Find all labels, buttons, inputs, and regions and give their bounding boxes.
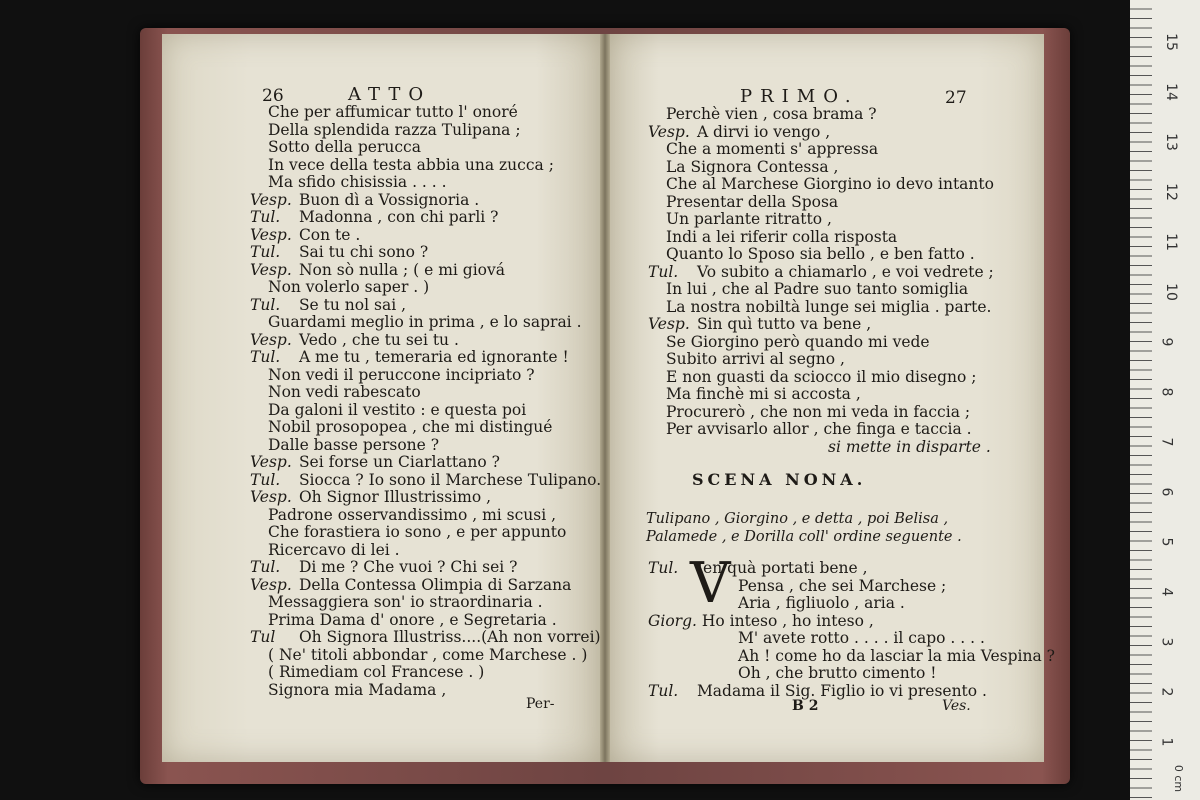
- text-line: [648, 421, 994, 439]
- ruler-number: 9: [1158, 337, 1175, 347]
- text-line: [648, 229, 994, 247]
- verse-text: A dirvi io vengo ,: [696, 122, 831, 141]
- ruler-number: 10: [1162, 283, 1179, 301]
- text-line: [648, 194, 994, 212]
- text-line: [250, 297, 601, 315]
- text-line: [250, 192, 601, 210]
- speaker-label: Vesp.: [250, 453, 292, 471]
- text-line: [648, 439, 994, 457]
- verse-text: Oh Signor Illustrissimo ,: [298, 488, 492, 506]
- text-line: [250, 577, 601, 595]
- text-line: [648, 264, 994, 282]
- text-line: [648, 316, 994, 334]
- ruler-number: 12: [1162, 183, 1179, 201]
- verse-text: Nobil prosopopea , che mi distingué: [268, 418, 553, 436]
- verse-text: Madonna , con chi parli ?: [298, 208, 499, 226]
- verse-text: Con te .: [298, 225, 361, 244]
- speaker-label: Vesp.: [250, 488, 292, 506]
- verse-text: Che al Marchese Giorgino io devo intanto: [666, 175, 994, 193]
- text-line: [250, 647, 601, 665]
- ruler-number: 2: [1158, 687, 1175, 697]
- drop-cap: V: [690, 551, 731, 616]
- ruler-number: 4: [1158, 587, 1175, 597]
- ruler-number: 13: [1162, 133, 1179, 151]
- text-line: [250, 104, 601, 122]
- speaker-label: Vesp.: [648, 122, 690, 141]
- verse-text: M' avete rotto . . . . il capo . . . .: [738, 629, 985, 647]
- text-line: [648, 246, 994, 264]
- text-line: [648, 211, 994, 229]
- right-page-header: PRIMO.: [740, 86, 859, 107]
- scene-description: Tulipano , Giorgino , e detta , poi Belisa , Palamede , e Dorilla coll' ordine seguente .: [646, 511, 962, 545]
- verse-text: Indi a lei riferir colla risposta: [666, 227, 898, 246]
- verse-text: In lui , che al Padre suo tanto somiglia: [666, 280, 969, 298]
- verse-text: La nostra nobiltà lunge sei miglia . parte.: [666, 297, 992, 316]
- text-line: [250, 262, 601, 280]
- verse-text: In vece della testa abbia una zucca ;: [268, 155, 554, 174]
- verse-text: Ma sfido chisissia . . . .: [268, 173, 447, 191]
- text-line: [250, 332, 601, 350]
- text-line: [648, 404, 994, 422]
- verse-text: Padrone osservandissimo , mi scusi ,: [268, 505, 557, 524]
- left-page-number: 26: [262, 86, 284, 106]
- text-line: [648, 386, 994, 404]
- ruler-number: 6: [1158, 487, 1175, 497]
- verse-text: Se Giorgino però quando mi vede: [666, 332, 930, 351]
- text-line: [250, 244, 601, 262]
- speaker-label: Giorg.: [648, 611, 697, 630]
- text-line: [648, 665, 1055, 683]
- text-line: [648, 281, 994, 299]
- speaker-label: Tul.: [648, 262, 679, 281]
- verse-text: Un parlante ritratto ,: [666, 210, 832, 228]
- verse-text: Aria , figliuolo , aria .: [738, 594, 905, 612]
- scene-text: [648, 560, 1055, 700]
- text-line: [250, 157, 601, 175]
- speaker-label: Tul.: [250, 558, 281, 576]
- verse-text: Madama il Sig. Figlio io vi presento .: [696, 681, 987, 700]
- verse-text: ( Ne' titoli abbondar , come Marchese . ): [268, 645, 588, 664]
- verse-text: Ricercavo di lei .: [268, 540, 400, 559]
- ruler-number: 14: [1162, 83, 1179, 101]
- verse-text: Prima Dama d' onore , e Segretaria .: [268, 610, 557, 629]
- speaker-label: Vesp.: [250, 190, 292, 209]
- text-line: [250, 507, 601, 525]
- verse-text: Della Contessa Olimpia di Sarzana: [298, 575, 572, 594]
- text-line: [648, 334, 994, 352]
- verse-text: Dalle basse persone ?: [268, 435, 440, 454]
- text-line: [648, 595, 1055, 613]
- verse-text: Che per affumicar tutto l' onoré: [268, 103, 518, 121]
- verse-text: Guardami meglio in prima , e lo saprai .: [268, 313, 582, 331]
- verse-text: Della splendida razza Tulipana ;: [268, 120, 521, 139]
- verse-text: Ah ! come ho da lasciar la mia Vespina ?: [738, 646, 1055, 665]
- left-page-header: ATTO: [348, 84, 432, 105]
- verse-text: si mette in disparte .: [828, 437, 991, 456]
- verse-text: Vo subito a chiamarlo , e voi vedrete ;: [696, 262, 994, 281]
- speaker-label: Tul.: [648, 681, 679, 700]
- speaker-label: Vesp.: [250, 330, 292, 349]
- verse-text: Sei forse un Ciarlattano ?: [298, 453, 500, 471]
- verse-text: Per avvisarlo allor , che finga e taccia .: [666, 420, 972, 438]
- left-page-text: [250, 104, 601, 699]
- signature-mark: B 2: [792, 698, 819, 714]
- verse-text: Oh Signora Illustriss....(Ah non vorrei): [298, 628, 601, 646]
- text-line: [250, 367, 601, 385]
- text-line: [250, 612, 601, 630]
- verse-text: Quanto lo Sposo sia bello , e ben fatto .: [666, 245, 975, 263]
- text-line: [250, 384, 601, 402]
- ruler-number: 11: [1162, 233, 1179, 251]
- text-line: [648, 369, 994, 387]
- text-line: [648, 560, 1055, 578]
- text-line: [250, 664, 601, 682]
- verse-text: La Signora Contessa ,: [666, 157, 839, 176]
- text-line: [250, 629, 601, 647]
- ruler-number: 3: [1158, 637, 1175, 647]
- text-line: [250, 454, 601, 472]
- verse-text: Sotto della perucca: [268, 138, 421, 156]
- verse-text: Non sò nulla ; ( e mi giová: [298, 260, 506, 279]
- ruler-number: 7: [1158, 437, 1175, 447]
- verse-text: Buon dì a Vossignoria .: [298, 190, 480, 209]
- text-line: [648, 613, 1055, 631]
- verse-text: Sai tu chi sono ?: [298, 243, 429, 261]
- text-line: [250, 437, 601, 455]
- verse-text: Da galoni il vestito : e questa poi: [268, 400, 527, 419]
- verse-text: Ma finchè mi si accosta ,: [666, 385, 861, 403]
- verse-text: ( Rimediam col Francese . ): [268, 663, 485, 681]
- speaker-label: Tul.: [250, 208, 281, 226]
- speaker-label: Vesp.: [648, 315, 690, 333]
- verse-text: Pensa , che sei Marchese ;: [738, 576, 947, 595]
- ruler-number: 5: [1158, 537, 1175, 547]
- verse-text: Vedo , che tu sei tu .: [298, 330, 459, 349]
- text-line: [250, 227, 601, 245]
- text-line: [648, 141, 994, 159]
- verse-text: Di me ? Che vuoi ? Chi sei ?: [298, 558, 518, 576]
- speaker-label: Tul.: [250, 348, 281, 366]
- text-line: [250, 279, 601, 297]
- speaker-label: Tul: [250, 628, 276, 646]
- text-line: [250, 489, 601, 507]
- speaker-label: Vesp.: [250, 260, 292, 279]
- ruler-unit-label: 0 cm: [1172, 764, 1186, 793]
- text-line: [250, 122, 601, 140]
- scene-title: SCENA NONA.: [692, 470, 867, 489]
- verse-text: E non guasti da sciocco il mio disegno ;: [666, 367, 977, 386]
- right-catchword: Ves.: [942, 698, 971, 714]
- text-line: [648, 630, 1055, 648]
- verse-text: Siocca ? Io sono il Marchese Tulipano.: [298, 470, 602, 489]
- text-line: [250, 419, 601, 437]
- verse-text: Che forastiera io sono , e per appunto: [268, 523, 567, 541]
- verse-text: Se tu nol sai ,: [298, 295, 406, 314]
- speaker-label: Vesp.: [250, 225, 292, 244]
- text-line: [648, 106, 994, 124]
- text-line: [648, 648, 1055, 666]
- text-line: [648, 176, 994, 194]
- text-line: [250, 314, 601, 332]
- text-line: [648, 351, 994, 369]
- verse-text: Signora mia Madama ,: [268, 680, 447, 699]
- left-catchword: Per-: [526, 696, 555, 712]
- text-line: [250, 349, 601, 367]
- ruler-number: 1: [1158, 737, 1175, 747]
- text-line: [648, 683, 1055, 701]
- text-line: [648, 299, 994, 317]
- text-line: [648, 124, 994, 142]
- text-line: [250, 524, 601, 542]
- verse-text: Subito arrivi al segno ,: [666, 350, 845, 368]
- verse-text: A me tu , temeraria ed ignorante !: [298, 348, 569, 366]
- right-page-number: 27: [945, 88, 967, 108]
- verse-text: Perchè vien , cosa brama ?: [666, 105, 877, 123]
- verse-text: Non volerlo saper . ): [268, 278, 430, 296]
- text-line: [250, 542, 601, 560]
- measurement-ruler: [1130, 0, 1200, 800]
- verse-text: Ho inteso , ho inteso ,: [701, 611, 874, 630]
- verse-text: Presentar della Sposa: [666, 192, 839, 211]
- verse-text: Procurerò , che non mi veda in faccia ;: [666, 402, 971, 421]
- text-line: [250, 174, 601, 192]
- verse-text: Sin quì tutto va bene ,: [696, 315, 872, 333]
- verse-text: Non vedi il peruccone incipriato ?: [268, 365, 535, 384]
- text-line: [250, 559, 601, 577]
- text-line: [250, 402, 601, 420]
- ruler-number: 15: [1162, 33, 1179, 51]
- verse-text: Che a momenti s' appressa: [666, 140, 879, 158]
- text-line: [648, 578, 1055, 596]
- book-gutter: [600, 34, 610, 762]
- text-line: [250, 594, 601, 612]
- ruler-number: 8: [1158, 387, 1175, 397]
- speaker-label: Tul.: [648, 559, 679, 577]
- text-line: [250, 139, 601, 157]
- verse-text: Messaggiera son' io straordinaria .: [268, 593, 543, 611]
- speaker-label: Tul.: [250, 470, 281, 489]
- verse-text: Ien quà portati bene ,: [696, 559, 868, 577]
- speaker-label: Vesp.: [250, 575, 292, 594]
- speaker-label: Tul.: [250, 243, 281, 261]
- text-line: [250, 209, 601, 227]
- verse-text: Oh , che brutto cimento !: [738, 664, 937, 682]
- text-line: [648, 159, 994, 177]
- verse-text: Non vedi rabescato: [268, 383, 421, 401]
- text-line: [250, 472, 601, 490]
- right-page-text: [648, 106, 994, 456]
- speaker-label: Tul.: [250, 295, 281, 314]
